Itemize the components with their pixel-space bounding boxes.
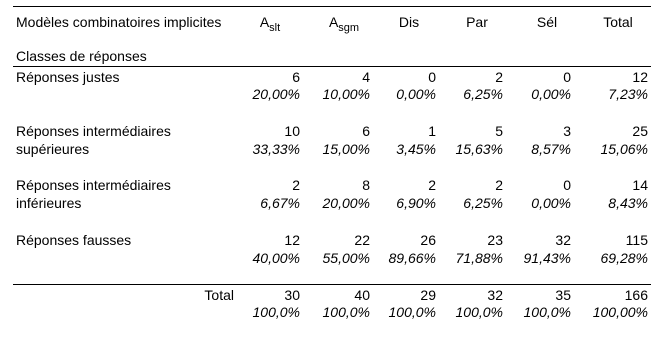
row-label-line2: inférieures (16, 195, 82, 211)
cell-count: 32 (555, 232, 571, 248)
header-bottom-rule (13, 66, 651, 67)
cell-percent: 6,25% (463, 195, 503, 211)
cell-count: 23 (487, 232, 503, 248)
total-count: 32 (487, 287, 503, 303)
col-header-aslt: $A_{slt}$ (259, 14, 281, 34)
total-top-rule (13, 284, 651, 285)
cell-count: 1 (428, 123, 436, 139)
cell-percent: 20,00% (322, 195, 370, 211)
cell-percent: 89,66% (388, 250, 436, 266)
cell-percent: 10,00% (322, 86, 370, 102)
col-header-total: Total (603, 14, 633, 30)
cell-count: 4 (362, 69, 370, 85)
cell-count: 12 (632, 69, 648, 85)
cell-count: 2 (495, 177, 503, 193)
header-class-label: Classes de réponses (16, 48, 147, 64)
cell-percent: 20,00% (252, 86, 300, 102)
row-label: Réponses justes (16, 69, 120, 85)
total-percent: 100,00% (592, 304, 648, 320)
row-label-line2: supérieures (16, 141, 90, 157)
cell-percent: 0,00% (396, 86, 436, 102)
cell-percent: 15,63% (455, 141, 503, 157)
cell-percent: 8,57% (531, 141, 571, 157)
cell-count: 3 (563, 123, 571, 139)
table-top-rule (13, 6, 651, 7)
cell-percent: 6,25% (463, 86, 503, 102)
cell-percent: 3,45% (396, 141, 436, 157)
cell-count: 10 (284, 123, 300, 139)
cell-count: 0 (563, 69, 571, 85)
cell-count: 5 (495, 123, 503, 139)
cell-percent: 6,90% (396, 195, 436, 211)
col-header-asgm: $A_{sgm}$ (328, 14, 360, 34)
total-percent: 100,0% (523, 304, 571, 320)
row-label: Réponses fausses (16, 232, 132, 248)
cell-count: 2 (292, 177, 300, 193)
total-count: 30 (284, 287, 300, 303)
row-label: Réponses intermédiaires (16, 177, 171, 193)
cell-count: 2 (428, 177, 436, 193)
cell-percent: 55,00% (322, 250, 370, 266)
cell-count: 8 (362, 177, 370, 193)
header-model-label: Modèles combinatoires implicites (16, 14, 222, 30)
cell-percent: 71,88% (455, 250, 503, 266)
cell-count: 6 (362, 123, 370, 139)
cell-percent: 15,06% (600, 141, 648, 157)
cell-count: 26 (420, 232, 436, 248)
cell-percent: 8,43% (608, 195, 648, 211)
cell-percent: 69,28% (600, 250, 648, 266)
cell-percent: 7,23% (608, 86, 648, 102)
cell-percent: 0,00% (531, 86, 571, 102)
cell-count: 12 (284, 232, 300, 248)
cell-count: 14 (632, 177, 648, 193)
cell-percent: 91,43% (523, 250, 571, 266)
total-count: 35 (555, 287, 571, 303)
total-label: Total (204, 287, 234, 303)
total-count: 29 (420, 287, 436, 303)
cell-count: 6 (292, 69, 300, 85)
total-percent: 100,0% (322, 304, 370, 320)
cell-count: 22 (354, 232, 370, 248)
total-percent: 100,0% (455, 304, 503, 320)
total-percent: 100,0% (388, 304, 436, 320)
cell-percent: 6,67% (260, 195, 300, 211)
cell-percent: 15,00% (322, 141, 370, 157)
cell-count: 0 (428, 69, 436, 85)
total-count: 40 (354, 287, 370, 303)
col-header-par: Par (466, 14, 488, 30)
cell-percent: 0,00% (531, 195, 571, 211)
col-header-sel: Sél (536, 14, 558, 30)
total-count: 166 (624, 287, 648, 303)
cell-percent: 33,33% (252, 141, 300, 157)
col-header-dis: Dis (398, 14, 420, 30)
cell-count: 0 (563, 177, 571, 193)
cell-count: 115 (625, 232, 648, 248)
cell-percent: 40,00% (252, 250, 300, 266)
cell-count: 25 (632, 123, 648, 139)
total-percent: 100,0% (252, 304, 300, 320)
row-label: Réponses intermédiaires (16, 123, 171, 139)
cell-count: 2 (495, 69, 503, 85)
